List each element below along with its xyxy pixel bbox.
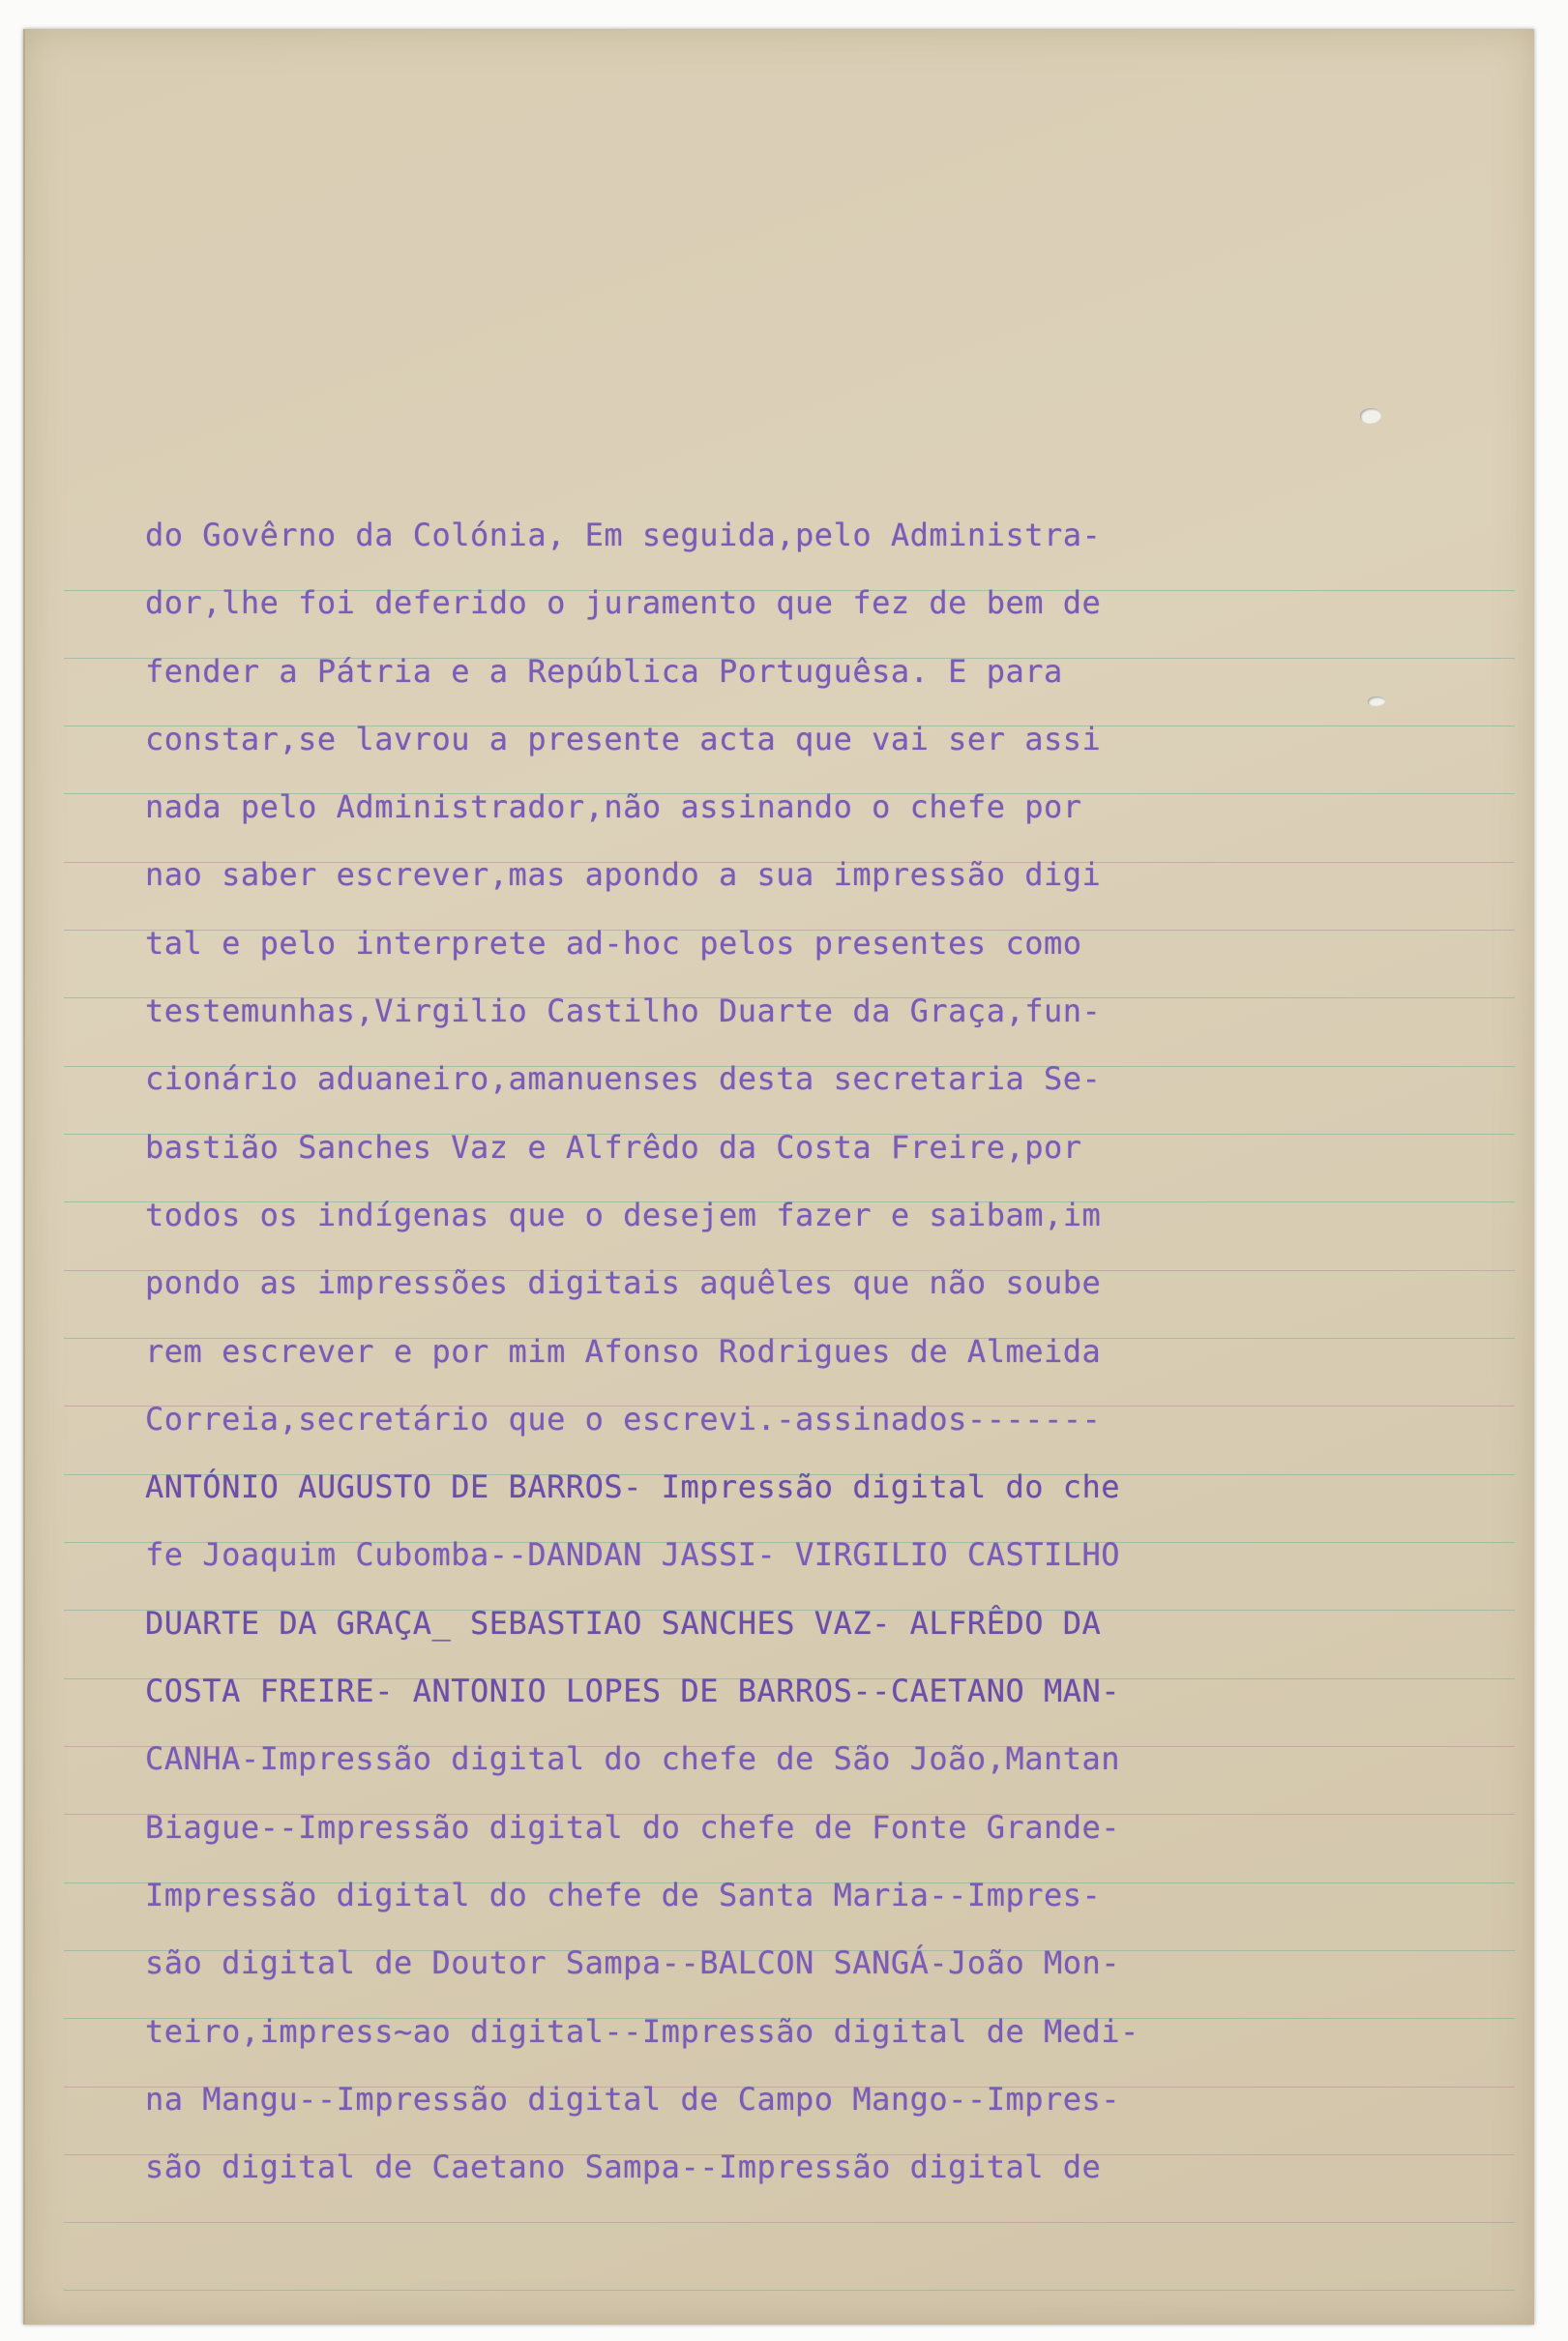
text-line: ANTÓNIO AUGUSTO DE BARROS- Impressão digital do che	[145, 1468, 1121, 1506]
text-line: cionário aduaneiro,amanuenses desta secretaria Se-	[145, 1060, 1102, 1098]
text-line: bastião Sanches Vaz e Alfrêdo da Costa Freire,por	[145, 1128, 1082, 1166]
typewritten-text	[145, 501, 1257, 2201]
text-line: constar,se lavrou a presente acta que vai ser assi	[145, 720, 1102, 757]
text-line: nao saber escrever,mas apondo a sua impressão digi	[145, 856, 1102, 894]
text-line: DUARTE DA GRAÇA_ SEBASTIAO SANCHES VAZ- ALFRÊDO DA	[145, 1604, 1102, 1642]
text-line: Biague--Impressão digital do chefe de Fonte Grande-	[145, 1808, 1121, 1846]
text-line: CANHA-Impressão digital do chefe de São João,Mantan	[145, 1740, 1121, 1778]
text-line: teiro,impress~ao digital--Impressão digital de Medi-	[145, 2012, 1139, 2050]
text-line: do Govêrno da Colónia, Em seguida,pelo Administra-	[145, 517, 1102, 553]
ruling-line	[64, 2290, 1515, 2291]
punch-hole	[1368, 696, 1385, 706]
text-line: testemunhas,Virgilio Castilho Duarte da Graça,fun-	[145, 993, 1102, 1030]
text-line: dor,lhe foi deferido o juramento que fez de bem de	[145, 584, 1102, 622]
text-line: fe Joaquim Cubomba--DANDAN JASSI- VIRGILIO CASTILHO	[145, 1536, 1121, 1574]
text-line: todos os indígenas que o desejem fazer e saibam,im	[145, 1196, 1102, 1233]
text-line: na Mangu--Impressão digital de Campo Mango--Impres-	[145, 2080, 1121, 2118]
punch-hole	[1360, 408, 1381, 424]
ruling-line	[64, 2222, 1515, 2223]
text-line: fender a Pátria e a República Portuguêsa. E para	[145, 652, 1063, 690]
text-line: tal e pelo interprete ad-hoc pelos presentes como	[145, 924, 1082, 962]
text-line: pondo as impressões digitais aquêles que não soube	[145, 1264, 1102, 1302]
text-line: Impressão digital do chefe de Santa Maria--Impres-	[145, 1876, 1102, 1913]
text-line: nada pelo Administrador,não assinando o chefe por	[145, 788, 1082, 826]
text-line: são digital de Doutor Sampa--BALCON SANGÁ-João Mon-	[145, 1944, 1121, 1982]
text-line: são digital de Caetano Sampa--Impressão digital de	[145, 2148, 1102, 2186]
text-line: COSTA FREIRE- ANTONIO LOPES DE BARROS--CAETANO MAN-	[145, 1673, 1121, 1710]
text-line: Correia,secretário que o escrevi.-assinados-------	[145, 1400, 1102, 1437]
text-line: rem escrever e por mim Afonso Rodrigues de Almeida	[145, 1332, 1102, 1370]
